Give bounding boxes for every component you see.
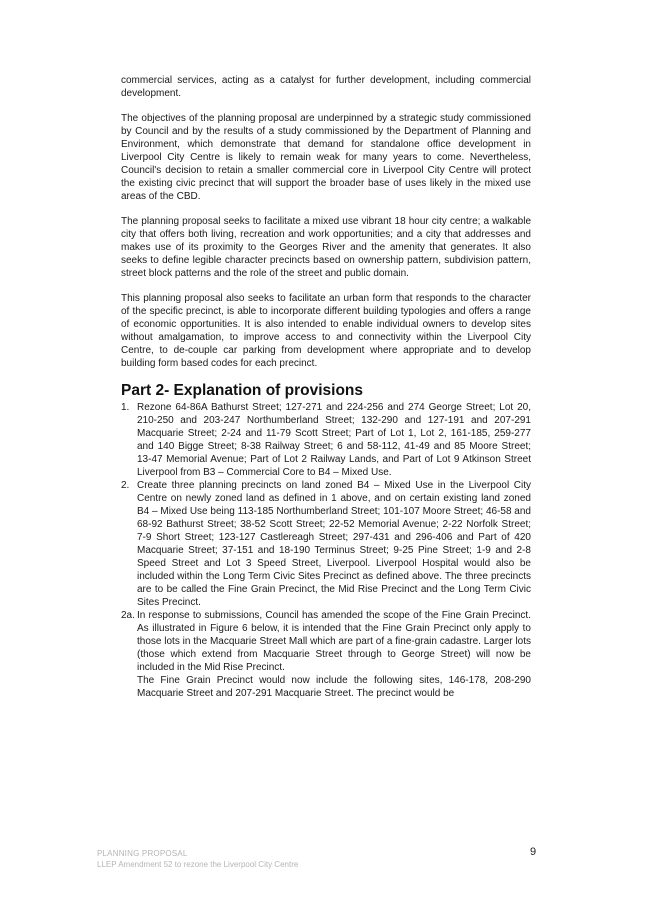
- footer-subtitle: LLEP Amendment 52 to rezone the Liverpool City Centre: [97, 860, 299, 869]
- list-item-text: In response to submissions, Council has amended the scope of the Fine Grain Precinct. As illustrated in Figure 6 below, it is intended that the Fine Grain Precinct only apply to those lots in the Macquarie Street Mall which are part of a fine-grain cadastre. Larger lots (those which extend from Macquarie Street through to George Street) will now be included in the Mid Rise Precinct.: [137, 610, 531, 673]
- paragraph: This planning proposal also seeks to facilitate an urban form that responds to the character of the specific precinct, is able to incorporate different building typologies and offers a range of economic opportunities. It is also intended to enable individual owners to develop sites without amalgamation, to improve access to and connectivity within the Liverpool City Centre, to de-couple car parking from development where appropriate and to develop building form based codes for each precinct.: [121, 293, 531, 369]
- page-footer: [97, 848, 537, 870]
- body-text: [121, 74, 531, 700]
- list-item-number: 2.: [121, 480, 130, 491]
- paragraph: The objectives of the planning proposal are underpinned by a strategic study commissioned by Council and by the results of a study commissioned by the Department of Planning and Environment, which demonstrate that demand for standalone office development in Liverpool City Centre is likely to remain weak for many years to come. Nevertheless, Council's decision to retain a smaller commercial core in Liverpool City Centre will protect the existing civic precinct that will support the broader base of uses likely in the mixed use areas of the CBD.: [121, 113, 531, 202]
- page-number: 9: [530, 846, 537, 858]
- list-item-number: 1.: [121, 402, 130, 413]
- list-item-text: Rezone 64-86A Bathurst Street; 127-271 and 224-256 and 274 George Street; Lot 20, 210-250 and 203-247 Northumberland Street; 132-290 and 127-191 and 207-291 Macquarie Street; 2-24 and 11-79 Scott Street; Part of Lot 1, Lot 2, 161-185, 259-277 and 140 Bigge Street; 8-38 Railway Street; 6 and 58-112, 41-49 and 85 Moore Street; 13-47 Memorial Avenue; Part of Lot 2 Railway Lands, and Part of Lot 9 Atkinson Street Liverpool from B3 – Commercial Core to B4 – Mixed Use.: [137, 402, 531, 478]
- list-item: [121, 609, 531, 674]
- footer-title: PLANNING PROPOSAL: [97, 849, 188, 858]
- paragraph: The planning proposal seeks to facilitate a mixed use vibrant 18 hour city centre; a walkable city that offers both living, recreation and work opportunities; and a city that addresses and makes use of its proximity to the Georges River and the amenity that generates. It also seeks to define legible character precincts based on ownership pattern, subdivision pattern, street block patterns and the role of the street and public domain.: [121, 216, 531, 279]
- list-item: [121, 479, 531, 609]
- list-item-text: Create three planning precincts on land zoned B4 – Mixed Use in the Liverpool City Centre on newly zoned land as defined in 1 above, and on certain existing land zoned B4 – Mixed Use being 113-185 Northumberland Street; 101-107 Moore Street; 46-58 and 68-92 Bathurst Street; 38-52 Scott Street; 22-52 Memorial Avenue; 2-22 Norfolk Street; 7-9 Short Street; 123-127 Castlereagh Street; 297-431 and 296-406 and Part of 420 Macquarie Street; 37-151 and 18-190 Terminus Street; 9-25 Pine Street; 1-9 and 2-8 Speed Street and Lot 3 Speed Street, Liverpool. Liverpool Hospital would also be included within the Long Term Civic Sites Precinct as defined above. The three precincts are to be called the Fine Grain Precinct, the Mid Rise Precinct and the Long Term Civic Sites Precinct.: [137, 480, 531, 608]
- list-item-number: 2a.: [121, 610, 135, 621]
- paragraph: commercial services, acting as a catalyst for further development, including commercial development.: [121, 75, 531, 99]
- provisions-list: [121, 401, 531, 674]
- list-item: [121, 401, 531, 479]
- section-heading: Part 2- Explanation of provisions: [121, 382, 364, 399]
- continuation-paragraph: The Fine Grain Precinct would now include the following sites, 146-178, 208-290 Macquarie Street and 207-291 Macquarie Street. The precinct would be: [137, 675, 531, 699]
